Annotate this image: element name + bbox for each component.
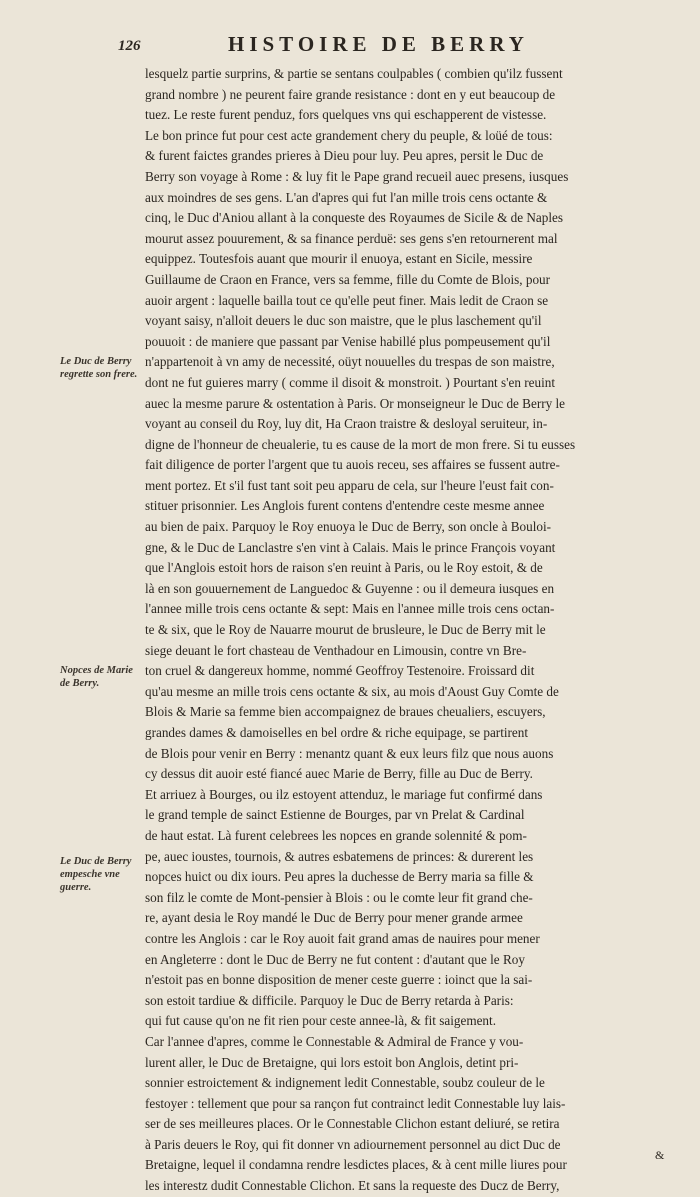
text-line: te & six, que le Roy de Nauarre mourut de brusleure, le Duc de Berry mit le [145,622,546,638]
text-line: grandes dames & damoiselles en bel ordre & riche equipage, se partirent [145,725,529,740]
text-line: Car l'annee d'apres, comme le Connestable & Admiral de France y vou- [145,1033,524,1049]
body-text [145,64,685,1197]
text-line: Berry son voyage à Rome : & luy fit le Pape grand recueil auec presens, iusques [145,168,569,184]
text-line: là en son gouuernement de Languedoc & Guyenne : ou il demeura iusques en [145,580,555,596]
text-line: mourut assez pouurement, & sa finance perduë: ses gens s'en retournerent mal [145,230,558,246]
running-title: HISTOIRE DE BERRY [228,32,529,56]
text-line: Et arriuez à Bourges, ou ilz estoyent attenduz, le mariage fut confirmé dans [145,786,543,802]
text-line: equippez. Toutesfois auant que mourir il enuoya, estant en Sicile, messire [145,251,533,267]
text-line: festoyer : tellement que pour sa rançon fut contrainct ledit Connestable luy lais- [145,1095,566,1111]
marginal-note: Nopces de Marie de Berry. [60,665,133,689]
text-line: qui fut cause qu'on ne fit rien pour ceste annee-là, & fit saigement. [145,1013,496,1029]
text-line: cinq, le Duc d'Aniou allant à la conqueste des Royaumes de Sicile & de Naples [145,210,564,226]
text-line: auoir argent : laquelle bailla tout ce qu'elle peut finer. Mais ledit de Craon se [145,292,549,308]
text-line: de Blois pour venir en Berry : menantz quant & eux leurs filz que nous auons [145,745,554,761]
page-number: 126 [118,38,141,54]
text-line: voyant saisy, n'alloit deuers le duc son maistre, que le plus laschement qu'il [145,313,542,329]
text-line: ton cruel & dangereux homme, nommé Geoffroy Testenoire. Froissard dit [145,663,535,679]
text-line: digne de l'honneur de cheualerie, tu es cause de la mort de mon frere. Si tu eusses [145,436,576,452]
text-line: de haut estat. Là furent celebrees les nopces en grande solennité & pom- [145,827,527,843]
text-line: les interestz dudit Connestable Clichon. Et sans la requeste des Ducz de Berry, [145,1178,560,1194]
marginal-note: Le Duc de Berry empesche vne guerre. [60,856,132,893]
text-line: contre les Anglois : car le Roy auoit fait grand amas de nauires pour mener [145,930,540,946]
text-line: aux moindres de ses gens. L'an d'apres qui fut l'an mille trois cens octante & [145,189,548,205]
text-line: que l'Anglois estoit hors de raison s'en reuint à Paris, ou le Roy estoit, & de [145,560,543,576]
text-line: ser de ses meilleures places. Or le Connestable Clichon estant deliuré, se retira [145,1116,560,1132]
text-line: l'annee mille trois cens octante & sept: Mais en l'annee mille trois cens octan- [145,601,555,617]
text-line: cy dessus dit auoir esté fiancé auec Marie de Berry, fille au Duc de Berry. [145,766,533,782]
marginal-note: Le Duc de Berry regrette son frere. [60,356,138,380]
text-line: gne, & le Duc de Lanclastre s'en vint à Calais. Mais le prince François voyant [145,539,556,555]
text-line: voyant au conseil du Roy, luy dit, Ha Craon traistre & desloyal seruiteur, in- [145,416,548,432]
text-line: re, ayant desia le Roy mandé le Duc de Berry pour mener grande armee [145,910,523,926]
text-line: Guillaume de Craon en France, vers sa femme, fille du Comte de Blois, pour [145,271,551,287]
text-line: dont ne fut guieres marry ( comme il disoit & monstroit. ) Pourtant s'en reuint [145,374,556,390]
text-line: sonnier estroictement & indignement ledit Connestable, soubz couleur de le [145,1075,545,1091]
text-line: lurent aller, le Duc de Bretaigne, qui lors estoit bon Anglois, detint pri- [145,1054,519,1070]
text-line: fait diligence de porter l'argent que tu auois receu, ses affaires se fussent autre- [145,457,560,473]
text-line: qu'au mesme an mille trois cens octante & six, au mois d'Aoust Guy Comte de [145,683,559,699]
text-line: ment portez. Et s'il fust tant soit peu apparu de cela, sur l'heure l'eust fait con- [145,477,554,493]
text-line: nopces huict ou dix iours. Peu apres la duchesse de Berry maria sa fille & [145,869,534,885]
text-line: à Paris deuers le Roy, qui fit donner vn adiournement personnel au dict Duc de [145,1136,561,1152]
text-line: & furent faictes grandes prieres à Dieu pour luy. Peu apres, persit le Duc de [145,148,544,164]
text-line: siege deuant le fort chasteau de Venthadour en Limousin, contre vn Bre- [145,642,527,658]
text-line: son estoit tardiue & difficile. Parquoy le Duc de Berry retarda à Paris: [145,992,514,1008]
text-line: le grand temple de sainct Estienne de Bourges, par vn Prelat & Cardinal [145,807,525,823]
catchword: & [655,1148,665,1162]
text-line: Bretaigne, lequel il condamna rendre lesdictes places, & à cent mille liures pour [145,1157,567,1173]
page-header [0,26,700,66]
text-line: tuez. Le reste furent penduz, fors quelques vns qui eschapperent de vistesse. [145,107,547,123]
text-line: au bien de paix. Parquoy le Roy enuoya le Duc de Berry, son oncle à Bouloi- [145,519,552,535]
text-line: grand nombre ) ne peurent faire grande resistance : dont en y eut beaucoup de [145,86,556,102]
text-line: pouuoit : de maniere que passant par Venise habillé plus pompeusement qu'il [145,333,551,349]
text-line: son filz le comte de Mont-pensier à Blois : ou le comte leur fit grand che- [145,889,533,905]
text-line: n'appartenoit à vn amy de necessité, oüyt nouuelles du trespas de son maistre, [145,354,555,370]
text-line: n'estoit pas en bonne disposition de mener ceste guerre : ioinct que la sai- [145,972,533,988]
text-line: lesquelz partie surprins, & partie se sentans coulpables ( combien qu'ilz fussent [145,66,563,81]
text-line: stituer prisonnier. Les Anglois furent contens d'entendre ceste mesme annee [145,498,545,514]
text-line: Blois & Marie sa femme bien accompaignez de braues cheualiers, escuyers, [145,704,546,720]
text-line: pe, auec ioustes, tournois, & autres esbatemens de princes: & durerent les [145,848,534,864]
text-line: en Angleterre : dont le Duc de Berry ne fut content : d'autant que le Roy [145,951,525,967]
text-line: auec la mesme parure & ostentation à Paris. Or monseigneur le Duc de Berry le [145,395,566,411]
text-line: Le bon prince fut pour cest acte grandement chery du peuple, & loüé de tous: [145,127,553,143]
